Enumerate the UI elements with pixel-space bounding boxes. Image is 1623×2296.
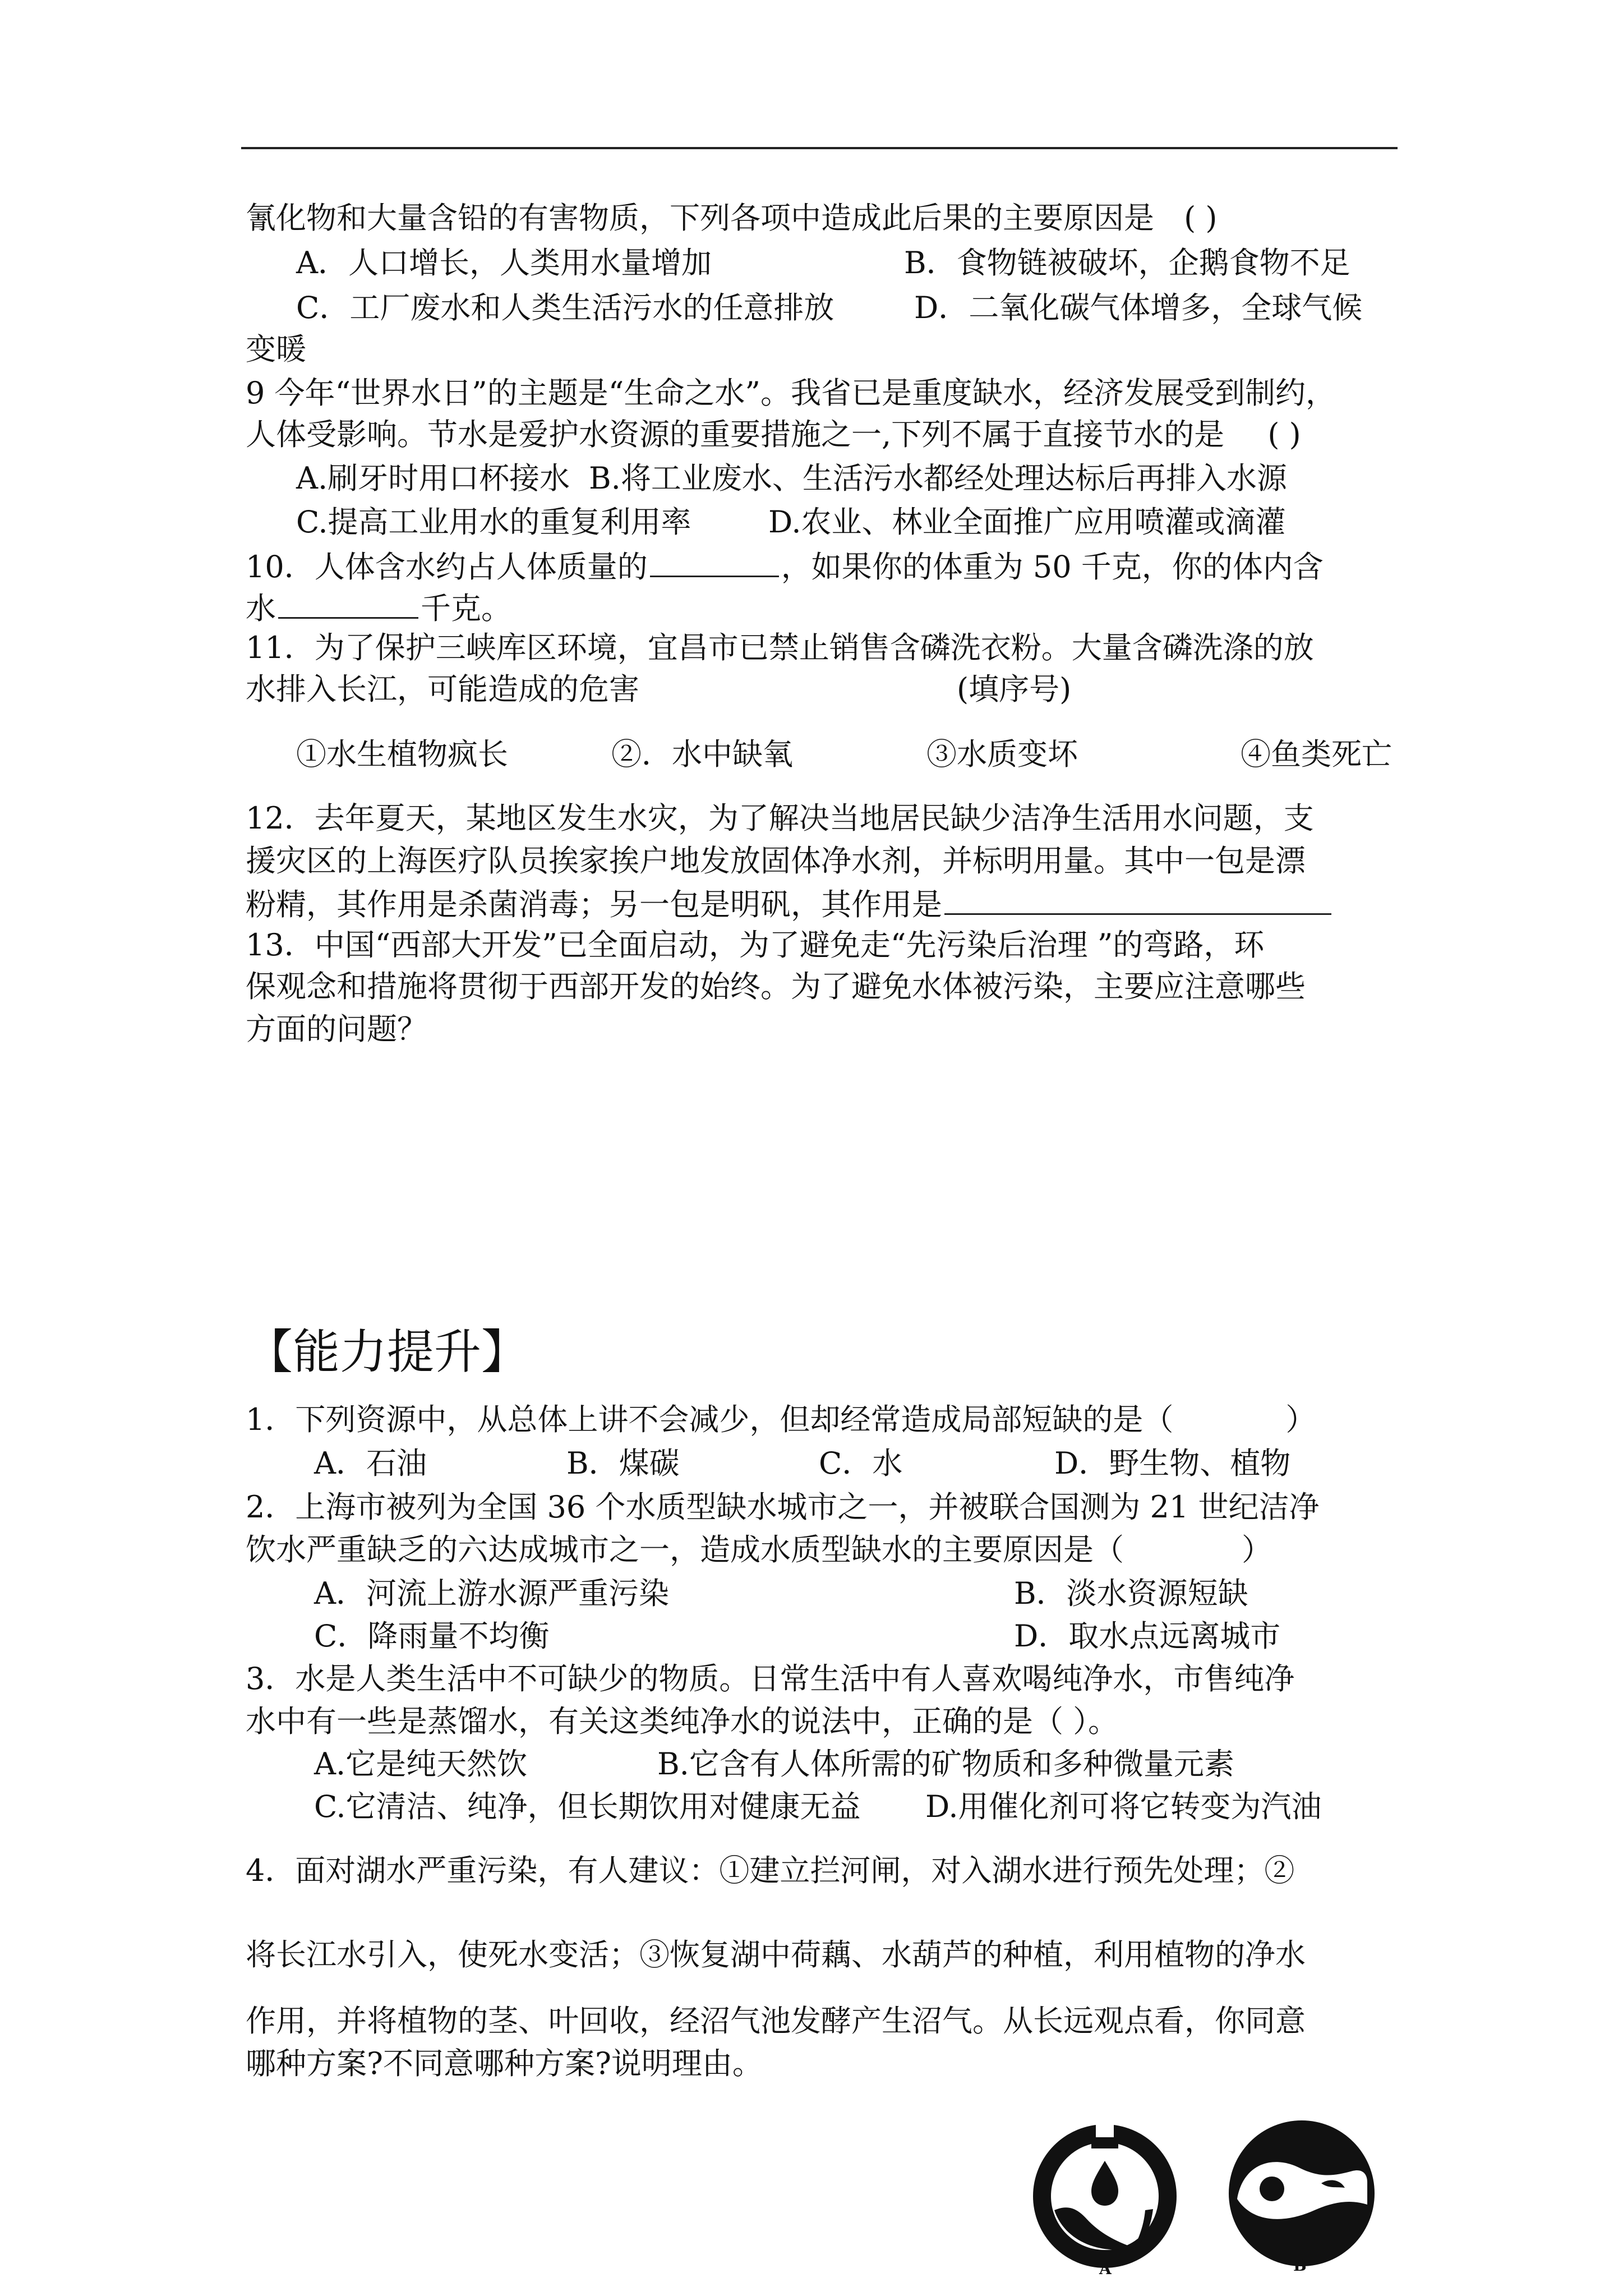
q10-text-3: 水 xyxy=(246,591,276,626)
q11-hint: (填序号) xyxy=(957,671,1072,707)
q12-line3 xyxy=(246,882,1334,926)
q9-line2 xyxy=(246,414,1301,455)
q10-blank-kg[interactable] xyxy=(278,586,418,619)
q10-line2 xyxy=(246,586,511,629)
q8-stem-text: 氰化物和大量含铅的有害物质，下列各项中造成此后果的主要原因是 xyxy=(246,200,1154,236)
a4-line3: 作用，并将植物的茎、叶回收，经沼气池发酵产生沼气。从长远观点看，你同意 xyxy=(246,2003,1306,2039)
q12-line1: 12．去年夏天，某地区发生水灾，为了解决当地居民缺少洁净生活用水问题，支 xyxy=(246,800,1314,836)
q8-option-b: B．食物链被破坏，企鹅食物不足 xyxy=(904,245,1350,280)
q11-line1: 11．为了保护三峡库区环境，宜昌市已禁止销售含磷洗衣粉。大量含磷洗涤的放 xyxy=(246,630,1314,665)
q9-option-d: D.农业、林业全面推广应用喷灌或滴灌 xyxy=(768,504,1286,540)
a2-close-paren: ） xyxy=(1242,1532,1272,1567)
a1-stem xyxy=(246,1399,1316,1441)
q11-line2-text: 水排入长江，可能造成的危害 xyxy=(246,671,639,707)
a2-line2-text: 饮水严重缺乏的六达成城市之一，造成水质型缺水的主要原因是（ xyxy=(246,1532,1124,1567)
q10-text-4: 千克。 xyxy=(421,591,511,626)
q9-option-c: C.提高工业用水的重复利用率 xyxy=(296,504,691,540)
logo-a-tap-bar xyxy=(1091,2137,1118,2148)
a2-option-c: C．降雨量不均衡 xyxy=(314,1618,550,1654)
q9-line1: 9 今年“世界水日”的主题是“生命之水”。我省已是重度缺水，经济发展受到制约， xyxy=(246,375,1336,411)
q9-answer-paren: ( ) xyxy=(1267,417,1301,452)
q13-line1: 13．中国“西部大开发”已全面启动，为了避免走“先污染后治理 ”的弯路，环 xyxy=(246,927,1265,963)
q8-stem xyxy=(246,197,1217,239)
q9-option-b: B.将工业废水、生活污水都经处理达标后再排入水源 xyxy=(589,461,1287,496)
a4-line2: 将长江水引入，使死水变活；③恢复湖中荷藕、水葫芦的种植，利用植物的净水 xyxy=(246,1937,1306,1972)
logo-b-eye-dot xyxy=(1260,2177,1284,2201)
a2-option-d: D．取水点远离城市 xyxy=(1014,1618,1281,1654)
q11-line2 xyxy=(246,669,639,710)
a3-option-a: A.它是纯天然饮 xyxy=(314,1746,528,1782)
q8-option-d-cont xyxy=(246,329,306,370)
a1-stem-text: 1．下列资源中，从总体上讲不会减少，但却经常造成局部短缺的是（ xyxy=(246,1402,1174,1437)
a1-close-paren: ） xyxy=(1285,1402,1316,1437)
q11-option-2: ②．水中缺氧 xyxy=(611,737,793,772)
a3-option-c: C.它清洁、纯净，但长期饮用对健康无益 xyxy=(314,1789,861,1824)
q10-text-1: 10．人体含水约占人体质量的 xyxy=(246,549,648,585)
water-protection-logo-b xyxy=(1220,2115,1383,2272)
water-saving-logo-a xyxy=(1021,2115,1189,2277)
a3-option-b: B.它含有人体所需的矿物质和多种微量元素 xyxy=(657,1746,1234,1782)
a2-line1: 2．上海市被列为全国 36 个水质型缺水城市之一，并被联合国测为 21 世纪洁净 xyxy=(246,1489,1320,1525)
a2-line2 xyxy=(246,1529,1272,1571)
q8-option-d: D．二氧化碳气体增多，全球气候 xyxy=(914,290,1363,325)
q8-answer-paren: ( ) xyxy=(1184,200,1218,236)
q13-line3: 方面的问题？ xyxy=(246,1011,427,1047)
q8-option-c: C．工厂废水和人类生活污水的任意排放 xyxy=(296,290,834,325)
q8-option-d-line xyxy=(914,287,1362,329)
q9-line2-text: 人体受影响。节水是爱护水资源的重要措施之一,下列不属于直接节水的是 xyxy=(246,417,1225,452)
a3-option-d: D.用催化剂可将它转变为汽油 xyxy=(925,1789,1322,1824)
q10-text-2: ，如果你的体重为 50 千克，你的体内含 xyxy=(781,549,1324,585)
a1-option-d: D．野生物、植物 xyxy=(1054,1446,1291,1481)
q8-option-b-line xyxy=(904,242,1350,284)
a4-line4: 哪种方案?不同意哪种方案?说明理由。 xyxy=(246,2046,763,2081)
a2-option-b: B．淡水资源短缺 xyxy=(1014,1576,1248,1611)
a3-line1: 3．水是人类生活中不可缺少的物质。日常生活中有人喜欢喝纯净水，市售纯净 xyxy=(246,1661,1295,1696)
a4-line1: 4．面对湖水严重污染，有人建议：①建立拦河闸，对入湖水进行预先处理；② xyxy=(246,1853,1295,1888)
q10-line1 xyxy=(246,544,1324,588)
a2-option-a: A．河流上游水源严重污染 xyxy=(314,1576,669,1611)
q8-options-row1 xyxy=(296,242,712,284)
q12-line2: 援灾区的上海医疗队员挨家挨户地发放固体净水剂，并标明用量。其中一包是漂 xyxy=(246,843,1306,878)
logo-b-label: B xyxy=(1293,2256,1307,2275)
a1-option-a: A．石油 xyxy=(314,1446,427,1481)
a3-line2: 水中有一些是蒸馏水，有关这类纯净水的说法中，正确的是（ ）。 xyxy=(246,1704,1119,1739)
logo-a-label: A xyxy=(1099,2260,1112,2278)
a1-option-b: B．煤碳 xyxy=(566,1446,680,1481)
q8-option-d-cont-text: 变暖 xyxy=(246,332,306,367)
q9-option-a: A.刷牙时用口杯接水 xyxy=(296,461,570,496)
q13-line2: 保观念和措施将贯彻于西部开发的始终。为了避免水体被污染，主要应注意哪些 xyxy=(246,969,1306,1004)
a1-option-c: C．水 xyxy=(819,1446,903,1481)
header-rule xyxy=(241,147,1398,149)
q12-line3-text: 粉精，其作用是杀菌消毒；另一包是明矾，其作用是 xyxy=(246,887,942,922)
q8-options-row2 xyxy=(296,287,834,329)
section-title: 【能力提升】 xyxy=(246,1324,529,1379)
q11-option-3: ③水质变坏 xyxy=(926,737,1078,772)
q10-blank-percent[interactable] xyxy=(650,544,779,577)
q11-option-4: ④鱼类死亡 xyxy=(1241,737,1392,772)
q12-blank-alum-function[interactable] xyxy=(944,882,1331,915)
q11-option-1: ①水生植物疯长 xyxy=(296,737,508,772)
q8-option-a: A．人口增长，人类用水量增加 xyxy=(296,245,712,280)
